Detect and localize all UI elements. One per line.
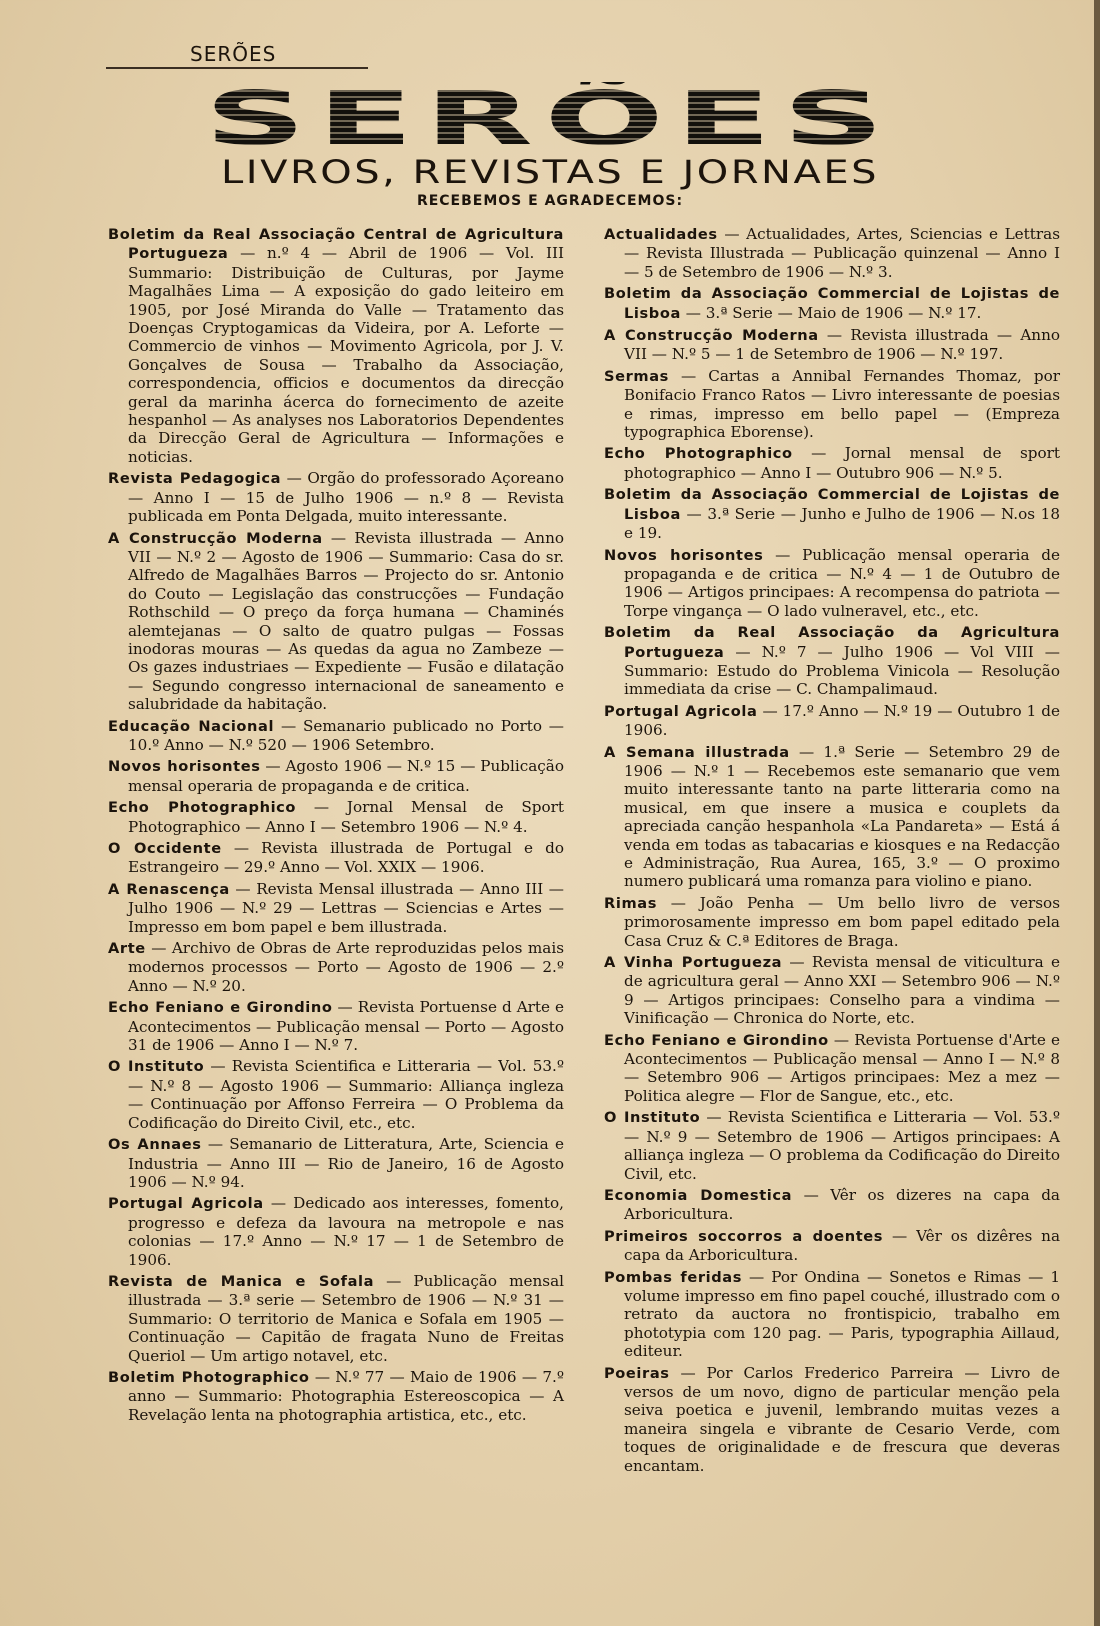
bibliography-entry — [604, 485, 1060, 542]
bibliography-entry — [604, 1364, 1060, 1475]
bibliography-entry — [108, 1135, 564, 1191]
entry-title: A Construcção Moderna — [604, 327, 819, 345]
bibliography-entry — [108, 998, 564, 1054]
entry-text: — Jornal Mensal de Sport Photographico — Anno I — Setembro 1906 — N.º 4. — [128, 798, 564, 836]
entry-title: O Occidente — [108, 840, 222, 857]
entry-text: — Semanario publicado no Porto — 10.º Anno — N.º 520 — 1906 Setembro. — [128, 716, 564, 754]
entry-text: — Por Carlos Frederico Parreira — Livro de versos de um novo, digno de particular menção pela seiva poetica e juvenil, lembrando muitas vezes a maneira singela e vibrante de Cesario Verde, com toques de originalidade e de frescura que deveras encantam. — [624, 1363, 1060, 1475]
entry-text: — Publicação mensal operaria de propaganda e de critica — N.º 4 — 1 de Outubro de 1906 — Artigos principaes: A recompensa do patriota — Torpe vingança — O lado vulneravel, etc., etc. — [624, 545, 1060, 620]
bibliography-entry — [108, 529, 564, 714]
entry-text: — Semanario de Litteratura, Arte, Sciencia e Industria — Anno III — Rio de Janeiro, 16 de Agosto 1906 — N.º 94. — [128, 1135, 564, 1191]
entry-text: — N.º 7 — Julho 1906 — Vol VIII — Summario: Estudo do Problema Vinicola — Resolução immediata da crise — C. Champalimaud. — [624, 642, 1060, 699]
entry-title: Rimas — [604, 894, 657, 912]
entry-title: Revista Pedagogica — [108, 470, 282, 488]
bibliography-entry — [108, 880, 564, 936]
page-subtitle: LIVROS, REVISTAS E JORNAES — [221, 153, 879, 191]
entry-title: A Construcção Moderna — [108, 529, 323, 547]
entry-text: — Publicação mensal illustrada — 3.ª serie — Setembro de 1906 — N.º 31 — Summario: O territorio de Manica e Sofala em 1905 — Continuação — Capitão de fragata Nuno de Freitas Queriol — Um artigo notavel, etc. — [128, 1271, 565, 1365]
entry-text: — Orgão do professorado Açoreano — Anno I — 15 de Julho 1906 — n.º 8 — Revista publicada em Ponta Delgada, muito interessante. — [128, 469, 564, 526]
entry-title: Os Annaes — [108, 1136, 202, 1154]
entry-text: — Revista Portuense d'Arte e Acontecimentos — Publicação mensal — Anno I — N.º 8 — Setembro 906 — Artigos principaes: Mez a mez — Politica alegre — Flor de Sangue, etc., etc. — [624, 1030, 1060, 1105]
bibliography-entry — [108, 1368, 564, 1424]
bibliography-entry — [604, 953, 1060, 1028]
entry-text: — 17.º Anno — N.º 19 — Outubro 1 de 1906. — [624, 701, 1060, 740]
entry-title: O Instituto — [604, 1109, 701, 1127]
entry-title: Poeiras — [604, 1364, 670, 1382]
entry-title: Sermas — [604, 367, 669, 385]
page-title: SERÕES — [0, 82, 1100, 156]
entry-text: — 3.ª Serie — Junho e Julho de 1906 — N.os 18 e 19. — [624, 504, 1060, 543]
entry-title: Echo Feniano e Girondino — [108, 999, 333, 1017]
bibliography-entry — [604, 546, 1060, 621]
entry-text: — Agosto 1906 — N.º 15 — Publicação mensal operaria de propaganda e de critica. — [128, 757, 564, 795]
entry-text: — Dedicado aos interesses, fomento, progresso e defeza da lavoura na metropole e nas colonias — 17.º Anno — N.º 17 — 1 de Setembro de 1906. — [128, 1194, 564, 1269]
received-heading: RECEBEMOS E AGRADECEMOS: — [416, 193, 684, 209]
entry-title: Arte — [108, 940, 146, 958]
entry-text: — Revista Portuense d Arte e Acontecimentos — Publicação mensal — Porto — Agosto 31 de 1906 — Anno I — N.º 7. — [128, 998, 564, 1055]
bibliography-entry — [108, 469, 564, 525]
entry-title: Portugal Agricola — [108, 1195, 264, 1213]
entry-text: — Revista mensal de viticultura e de agricultura geral — Anno XXI — Setembro 906 — N.º 9 — Artigos principaes: Conselho para a vindima — Vinificação — Chronica do Norte, etc. — [624, 953, 1060, 1028]
entry-title: Echo Photographico — [604, 445, 793, 463]
bibliography-entry — [604, 743, 1060, 891]
entry-text: — Vêr os dizeres na capa da Arboricultura. — [624, 1185, 1060, 1224]
entry-text: — 3.ª Serie — Maio de 1906 — N.º 17. — [680, 303, 982, 322]
entry-title: Novos horisontes — [604, 546, 764, 564]
entry-text: — Revista illustrada — Anno VII — N.º 2 — Agosto de 1906 — Summario: Casa do sr. Alfredo de Magalhães Barros — Projecto do sr. Antonio do Couto — Legislação das construcções — Fundação Rothschild — O preço da força humana — Chaminés alemtejanas — O salto de quatro pulgas — Fossas inodoras mouras — As quedas da agua no Zambeze — Os gazes industriaes — Expediente — Fusão e dilatação — Segundo congresso internacional de saneamento e salubridade da habitação. — [128, 528, 565, 714]
bibliography-entry — [604, 623, 1060, 699]
entry-title: A Renascença — [108, 880, 230, 898]
bibliography-entry — [604, 1268, 1060, 1361]
entry-text: — Cartas a Annibal Fernandes Thomaz, por Bonifacio Franco Ratos — Livro interessante de poesias e rimas, impresso em bello papel — (Empreza typographica Eborense). — [624, 366, 1060, 442]
entry-text: — n.º 4 — Abril de 1906 — Vol. III Summario: Distribuição de Culturas, por Jayme Magalhães Lima — A exposição do gado leiteiro em 1905, por José Miranda do Valle — Tratamento das Doenças Cryptogamicas da Videira, por A. Leforte — Commercio de vinhos — Movimento Agricola, por J. V. Gonçalves de Sousa — Trabalho da Associação, correspondencia, officios e documentos da direcção geral da marinha ácerca do fornecimento de azeite hespanhol — As analyses nos Laboratorios Dependentes da Direcção Geral de Agricultura — Informações e noticias. — [128, 244, 564, 466]
entry-title: Boletim Photographico — [108, 1368, 310, 1386]
entry-text: — 1.ª Serie — Setembro 29 de 1906 — N.º 1 — Recebemos este semanario que vem muito interessante tanto na parte litteraria como na musical, em que insere a musica e couplets da apreciada canção hespanhola «La Pandareta» — Está á venda em todas as tabacarias e kiosques e na Redacção e Administração, Rua Aurea, 165, 3.º — O proximo numero publicará uma romanza para violino e piano. — [624, 742, 1060, 891]
entry-title: Revista de Manica e Sofala — [108, 1272, 375, 1290]
entry-title: Novos horisontes — [108, 758, 261, 776]
entry-text: — Revista illustrada de Portugal e do Estrangeiro — 29.º Anno — Vol. XXIX — 1906. — [128, 839, 564, 877]
entry-title: Economia Domestica — [604, 1186, 793, 1204]
bibliography-entry — [108, 757, 564, 795]
bibliography-entry — [604, 225, 1060, 281]
entry-title: Echo Photographico — [108, 799, 297, 817]
entry-text: — Revista Scientifica e Litteraria — Vol. 53.º — N.º 8 — Agosto 1906 — Summario: Alliança ingleza — Continuação por Affonso Ferreira — O Problema da Codificação do Direito Civil, etc., etc. — [128, 1057, 564, 1132]
entry-title: A Semana illustrada — [604, 743, 790, 761]
bibliography-entry — [108, 939, 564, 995]
bibliography-entry — [604, 1031, 1060, 1106]
entry-title: Boletim da Associação Commercial de Lojistas de Lisboa — [604, 486, 1060, 523]
entry-title: Boletim da Associação Commercial de Lojistas de Lisboa — [604, 285, 1060, 322]
entry-text: — Revista Mensal illustrada — Anno III — Julho 1906 — N.º 29 — Lettras — Sciencias e Artes — Impresso em bom papel e bem illustrada. — [128, 879, 564, 936]
bibliography-entry — [604, 1108, 1060, 1183]
entry-title: Actualidades — [604, 226, 718, 243]
entry-text: — Por Ondina — Sonetos e Rimas — 1 volume impresso em fino papel couché, illustrado com o retrato da auctora no frontispicio, trabalho em phototypia com 120 pag. — Paris, typographia Aillaud, editeur. — [624, 1267, 1060, 1361]
entry-title: Educação Nacional — [108, 717, 275, 735]
bibliography-entry — [604, 444, 1060, 482]
entry-text: — Actualidades, Artes, Sciencias e Lettras — Revista Illustrada — Publicação quinzenal — Anno I — 5 de Setembro de 1906 — N.º 3. — [624, 225, 1060, 281]
entry-title: Boletim da Real Associação Central de Agricultura Portugueza — [108, 226, 564, 263]
bibliography-entry — [604, 367, 1060, 442]
bibliography-entry — [604, 894, 1060, 950]
entry-title: Portugal Agricola — [604, 702, 758, 720]
page-edge — [1094, 0, 1100, 1626]
entry-title: Echo Feniano e Girondino — [604, 1031, 829, 1049]
right-column — [604, 225, 1060, 1478]
entry-text: — Revista illustrada — Anno VII — N.º 5 — 1 de Setembro de 1906 — N.º 197. — [624, 326, 1061, 364]
bibliography-entry — [108, 1057, 564, 1132]
bibliography-entry — [604, 326, 1060, 364]
bibliography-entry — [108, 1194, 564, 1269]
bibliography-entry — [108, 1272, 564, 1365]
entry-title: A Vinha Portugueza — [604, 954, 783, 972]
entry-text: — Vêr os dizêres na capa da Arboricultura. — [624, 1226, 1060, 1265]
entry-title: Boletim da Real Associação da Agricultura Portugueza — [604, 624, 1060, 661]
entry-text: — João Penha — Um bello livro de versos primorosamente impresso em bom papel editado pela Casa Cruz & C.ª Editores de Braga. — [624, 893, 1060, 950]
entry-text: — Revista Scientifica e Litteraria — Vol. 53.º — N.º 9 — Setembro de 1906 — Artigos principaes: A alliança ingleza — O problema da Codificação do Direito Civil, etc. — [624, 1108, 1060, 1183]
entry-text: — Archivo de Obras de Arte reproduzidas pelos mais modernos processos — Porto — Agosto de 1906 — 2.º Anno — N.º 20. — [128, 939, 564, 995]
left-column — [108, 225, 564, 1427]
bibliography-entry — [108, 798, 564, 836]
entry-title: Pombas feridas — [604, 1268, 743, 1286]
bibliography-entry — [604, 284, 1060, 323]
bibliography-entry — [108, 225, 564, 466]
entry-title: Primeiros soccorros a doentes — [604, 1227, 884, 1245]
bibliography-entry — [604, 1186, 1060, 1224]
bibliography-entry — [108, 839, 564, 877]
entry-text: — N.º 77 — Maio de 1906 — 7.º anno — Summario: Photographia Estereoscopica — A Revelação lenta na photographia artistica, etc., etc. — [128, 1367, 564, 1424]
bibliography-entry — [604, 1227, 1060, 1265]
bibliography-entry — [108, 717, 564, 755]
running-head: SERÕES — [190, 42, 277, 66]
bibliography-entry — [604, 702, 1060, 740]
entry-title: O Instituto — [108, 1058, 205, 1076]
running-head-rule — [106, 67, 368, 69]
entry-text: — Jornal mensal de sport photographico — Anno I — Outubro 906 — N.º 5. — [624, 444, 1060, 482]
